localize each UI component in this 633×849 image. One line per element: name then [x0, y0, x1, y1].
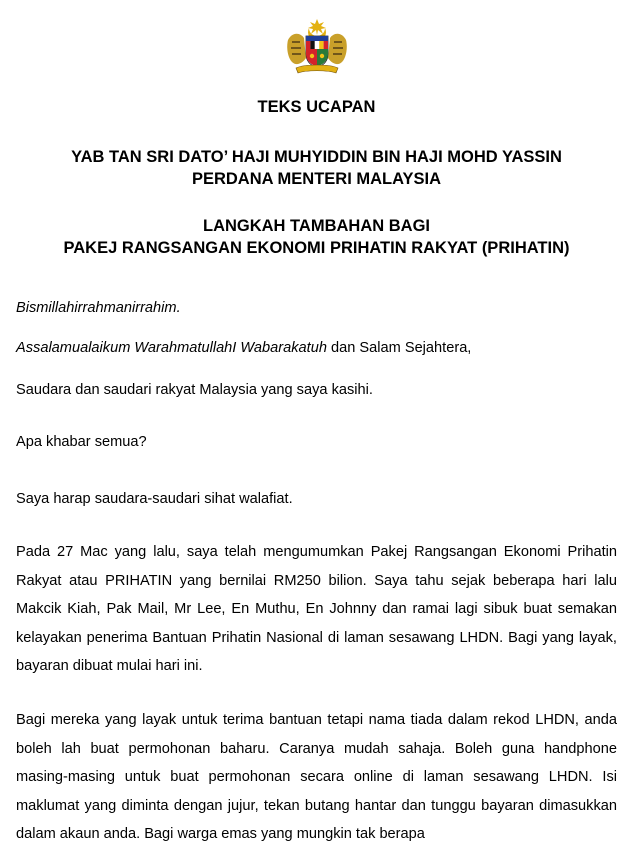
subject-line-1: LANGKAH TAMBAHAN BAGI — [202, 217, 430, 235]
salam-rest-text: dan Salam Sejahtera, — [326, 340, 472, 356]
document-title: TEKS UCAPAN — [257, 98, 376, 116]
bismillah-line — [16, 294, 617, 323]
paragraph-2: Bagi mereka yang layak untuk terima bantuan tetapi nama tiada dalam rekod LHDN, anda boleh lah buat permohonan baharu. Caranya mudah sahaja. Boleh guna handphone masing-masing untuk buat permohonan secara online di laman sesawang LHDN. Isi maklumat yang diminta dengan jujur, tekan butang hantar dan tunggu bayaran dimasukkan dalam akaun anda. Bagi warga emas yang mungkin tak berapa — [16, 712, 617, 843]
greeting-line: Saudara dan saudari rakyat Malaysia yang saya kasihi. — [16, 382, 373, 398]
question-line: Apa khabar semua? — [16, 434, 147, 450]
subject-line-2: PAKEJ RANGSANGAN EKONOMI PRIHATIN RAKYAT (PRIHATIN) — [63, 239, 570, 257]
salam-line — [16, 334, 617, 363]
malaysia-coat-of-arms-icon — [282, 18, 352, 76]
bismillah-text: Bismillahirrahmanirrahim. — [16, 300, 181, 316]
speaker-position: PERDANA MENTERI MALAYSIA — [191, 170, 442, 188]
wish-line: Saya harap saudara-saudari sihat walafiat. — [16, 491, 293, 507]
salam-italic-text: Assalamualaikum WarahmatullahI Wabarakatuh — [16, 340, 327, 356]
speaker-name: YAB TAN SRI DATO’ HAJI MUHYIDDIN BIN HAJI MOHD YASSIN — [71, 148, 562, 166]
paragraph-1: Pada 27 Mac yang lalu, saya telah mengumumkan Pakej Rangsangan Ekonomi Prihatin Rakyat atau PRIHATIN yang bernilai RM250 bilion. Saya tahu sejak beberapa hari lalu Makcik Kiah, Pak Mail, Mr Lee, En Muthu, En Johnny dan ramai lagi sibuk buat semakan kelayakan penerima Bantuan Prihatin Nasional di laman sesawang LHDN. Bagi yang layak, bayaran dibuat mulai hari ini. — [16, 544, 617, 675]
